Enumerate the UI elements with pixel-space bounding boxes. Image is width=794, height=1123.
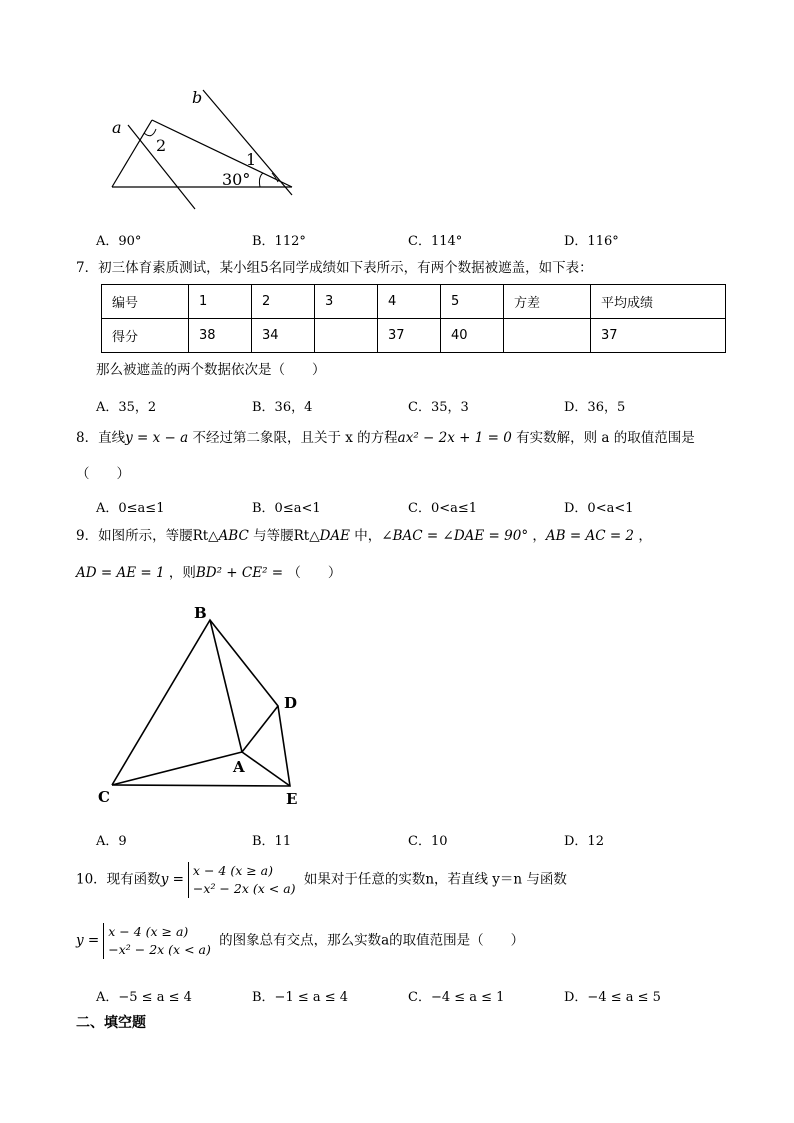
table-cell: 37 (591, 319, 726, 353)
q8-text: 8．直线 (76, 430, 126, 446)
label-a-point: A (233, 758, 245, 776)
label-c-point: C (98, 788, 110, 806)
outer-outline (112, 620, 290, 786)
label-angle-2: 2 (156, 136, 167, 155)
q8-stem (76, 428, 695, 448)
q10-text: 如果对于任意的实数n，若直线 y＝n 与函数 (299, 871, 567, 888)
q8-option-b: B．0≤a<1 (252, 501, 321, 516)
segment-ae (242, 752, 290, 786)
q9-text: ，则 (164, 565, 196, 581)
q9-stem-line1 (76, 526, 652, 546)
q10-text: 的图象总有交点，那么实数a的取值范围是（ ） (214, 932, 525, 949)
q10-text: 10．现有函数 (76, 871, 161, 888)
q10-options (96, 986, 736, 1005)
segment-ad (242, 706, 278, 752)
q9-text: ， (528, 528, 546, 544)
q9-option-b: B．11 (252, 834, 292, 849)
label-b-point: B (194, 604, 207, 622)
q6-option-b: B．112° (252, 234, 306, 249)
q6-options (96, 230, 736, 249)
table-row (102, 285, 726, 319)
q9-formula: AD = AE = 1 (76, 565, 165, 581)
q8-option-a: A．0≤a≤1 (96, 501, 165, 516)
q7-option-a: A．35，2 (96, 400, 157, 415)
q9-options (96, 830, 736, 849)
parallel-lines-figure (100, 85, 300, 215)
q8-text: 不经过第二象限，且关于 x 的方程 (188, 430, 398, 446)
table-cell: 平均成绩 (591, 285, 726, 319)
label-angle-1: 1 (246, 150, 257, 169)
q9-text: 中， (350, 528, 382, 544)
case-2: −x² − 2x (x < a) (192, 881, 296, 896)
triangle-figure (90, 598, 320, 813)
q9-formula: AB = AC = 2 (545, 528, 635, 544)
q9-option-d: D．12 (564, 834, 604, 849)
q9-formula: ∠BAC = ∠DAE = 90° (381, 528, 529, 544)
table-cell: 5 (441, 285, 504, 319)
q8-line-formula: y = x − a (125, 430, 189, 446)
q7-option-c: C．35，3 (408, 400, 469, 415)
q9-formula: DAE (319, 528, 351, 544)
q6-option-c: C．114° (408, 234, 463, 249)
section-title: 二、填空题 (76, 1015, 146, 1031)
q10-y: y = (76, 932, 100, 949)
q7-stem: 7．初三体育素质测试，某小组5名同学成绩如下表所示，有两个数据被遮盖，如下表： (76, 260, 593, 276)
q8-equation: ax² − 2x + 1 = 0 (397, 430, 512, 446)
q6-option-a: A．90° (96, 234, 142, 249)
q8-option-d: D．0<a<1 (564, 501, 634, 516)
piecewise-function (188, 862, 296, 898)
q8-paren: （ ） (76, 466, 130, 482)
q10-stem-line2 (76, 923, 524, 959)
q7-question: 那么被遮盖的两个数据依次是（ ） (96, 362, 326, 378)
q10-option-d: D．−4 ≤ a ≤ 5 (564, 990, 661, 1005)
label-d-point: D (284, 694, 298, 712)
table-cell: 40 (441, 319, 504, 353)
q7-option-b: B．36，4 (252, 400, 313, 415)
table-row (102, 319, 726, 353)
q9-text: 与等腰Rt△ (248, 528, 320, 544)
q9-formula: BD² + CE² = (195, 565, 284, 581)
segment-ca (112, 752, 242, 785)
piecewise-function (103, 923, 211, 959)
label-30-degrees: 30° (222, 170, 251, 189)
q9-option-a: A．9 (96, 834, 127, 849)
q9-option-c: C．10 (408, 834, 448, 849)
q10-stem-line1 (76, 862, 567, 898)
table-cell: 37 (378, 319, 441, 353)
label-b: b (192, 88, 203, 107)
table-cell: 34 (252, 319, 315, 353)
q9-text: ， (634, 528, 652, 544)
q10-y: y = (160, 871, 184, 888)
q9-stem-line2 (76, 563, 341, 583)
q9-text: 9．如图所示，等腰Rt△ (76, 528, 219, 544)
case-1: x − 4 (x ≥ a) (108, 924, 189, 939)
table-cell: 编号 (102, 285, 189, 319)
q7-option-d: D．36，5 (564, 400, 626, 415)
table-cell: 2 (252, 285, 315, 319)
q8-text: 有实数解，则 a 的取值范围是 (511, 430, 695, 446)
angle-30-arc (259, 173, 263, 187)
table-cell (504, 319, 591, 353)
table-cell (315, 319, 378, 353)
q8-options (96, 497, 736, 516)
q8-option-c: C．0<a≤1 (408, 501, 478, 516)
label-a: a (112, 118, 122, 137)
q6-option-d: D．116° (564, 234, 619, 249)
q7-options (96, 396, 736, 415)
score-table (101, 284, 726, 353)
q9-text: （ ） (283, 565, 342, 581)
table-cell: 得分 (102, 319, 189, 353)
label-e-point: E (286, 790, 298, 808)
q10-option-b: B．−1 ≤ a ≤ 4 (252, 990, 349, 1005)
case-2: −x² − 2x (x < a) (108, 942, 211, 957)
q10-option-a: A．−5 ≤ a ≤ 4 (96, 990, 192, 1005)
q10-option-c: C．−4 ≤ a ≤ 1 (408, 990, 505, 1005)
table-cell: 方差 (504, 285, 591, 319)
table-cell: 3 (315, 285, 378, 319)
table-cell: 1 (189, 285, 252, 319)
table-cell: 38 (189, 319, 252, 353)
table-cell: 4 (378, 285, 441, 319)
case-1: x − 4 (x ≥ a) (192, 863, 273, 878)
q9-formula: ABC (218, 528, 249, 544)
